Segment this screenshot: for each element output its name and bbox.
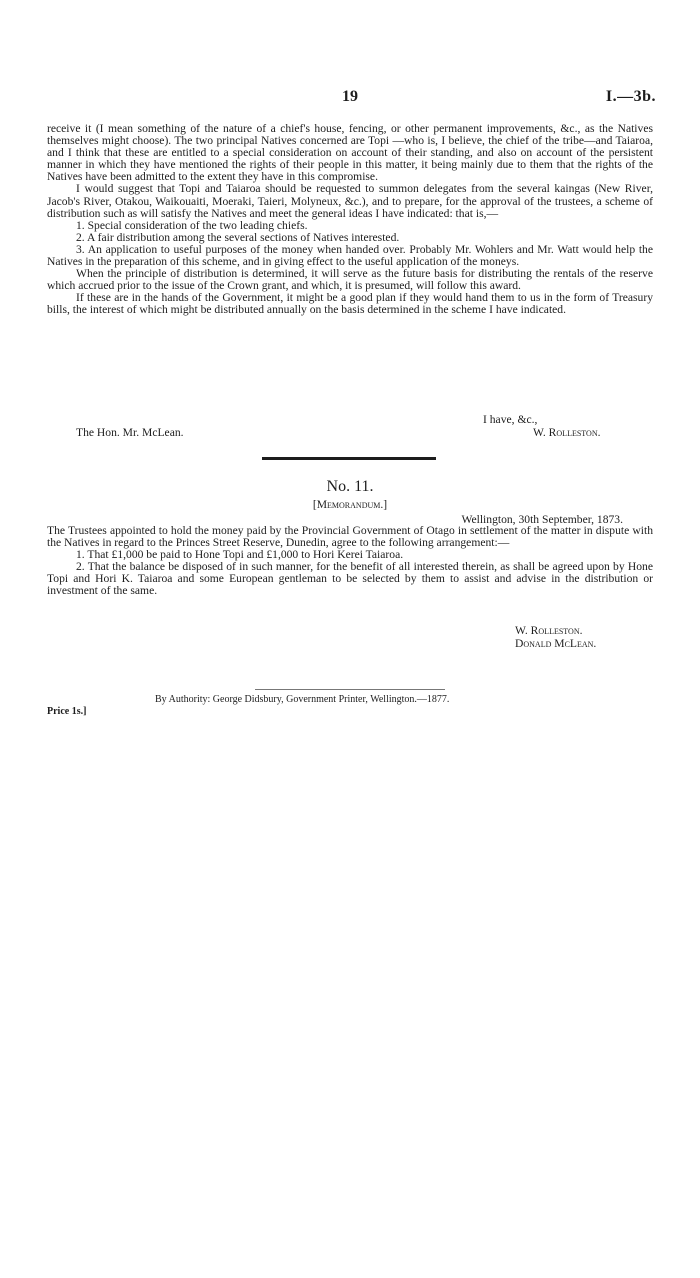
memo-signatory: Donald McLean. [515, 637, 597, 650]
memo-paragraph: The Trustees appointed to hold the money paid by the Provincial Government of Otago in settlement of the matter in dispute with the Natives in regard to the Princes Street Reserve, Dunedin, agree to the following arrangement:— [47, 524, 653, 550]
letter-body [47, 123, 653, 317]
document-reference: I.—3b. [605, 88, 656, 105]
list-item: 1. Special consideration of the two leading chiefs. [76, 218, 308, 232]
letter-paragraph: When the principle of distribution is determined, it will serve as the future basis for distributing the rentals of the reserve which accrued prior to the issue of the Crown grant, and which, it is presumed, will follow this award. [47, 267, 653, 293]
letter-addressee: The Hon. Mr. McLean. [76, 426, 184, 439]
letter-paragraph: If these are in the hands of the Government, it might be a good plan if they would hand them to us in the form of Treasury bills, the interest of which might be distributed annually on the basis determined in the scheme I have indicated. [47, 291, 653, 317]
letter-paragraph: I would suggest that Topi and Taiaroa should be requested to summon delegates from the several kaingas (New River, Jacob's River, Otakou, Waikouaiti, Moeraki, Taieri, Molyneux, &c.), and to prepare, for the approval of the trustees, a scheme of distribution such as will satisfy the Natives and meet the general ideas I have indicated: that is,— [47, 182, 653, 220]
letter-closing: I have, &c., [483, 413, 538, 426]
printer-imprint: By Authority: George Didsbury, Government Printer, Wellington.—1877. [155, 694, 450, 705]
imprint-divider [255, 689, 445, 690]
list-item: 1. That £1,000 be paid to Hone Topi and £1,000 to Hori Kerei Taiaroa. [76, 548, 404, 562]
memo-body [47, 525, 653, 598]
list-item: 2. A fair distribution among the several sections of Natives interested. [76, 230, 400, 244]
list-item: 3. An application to useful purposes of the money when handed over. Probably Mr. Wohlers and Mr. Watt would help the Natives in the preparation of this scheme, and in giving effect to the useful application of the moneys. [47, 242, 653, 269]
letter-paragraph: receive it (I mean something of the nature of a chief's house, fencing, or other permanent improvements, &c., as the Natives themselves might choose). The two principal Natives concerned are Topi —who is, I believe, the chief of the tribe—and Taiaroa, and I think that these are entitled to a special consideration on account of their standing, and also on account of the persistent manner in which they have mentioned the rights of their people in this matter, it being mainly due to them that the rights of the Natives have been admitted to the extent they have in this compromise. [47, 122, 653, 184]
memo-subheading: [Memorandum.] [312, 498, 388, 511]
memo-signatory: W. Rolleston. [515, 624, 583, 637]
page-number: 19 [342, 88, 358, 105]
letter-signatory: W. Rolleston. [533, 426, 601, 439]
list-item: 2. That the balance be disposed of in such manner, for the benefit of all interested therein, as shall be agreed upon by Hone Topi and Hori K. Taiaroa and some European gentleman to be selected by them to assist and advise in the distribution or investment of the same. [47, 560, 653, 598]
section-divider [262, 457, 436, 460]
memo-heading: No. 11. [326, 478, 374, 495]
memo-dateline: Wellington, 30th September, 1873. [461, 513, 623, 526]
price-label: Price 1s.] [47, 706, 87, 717]
